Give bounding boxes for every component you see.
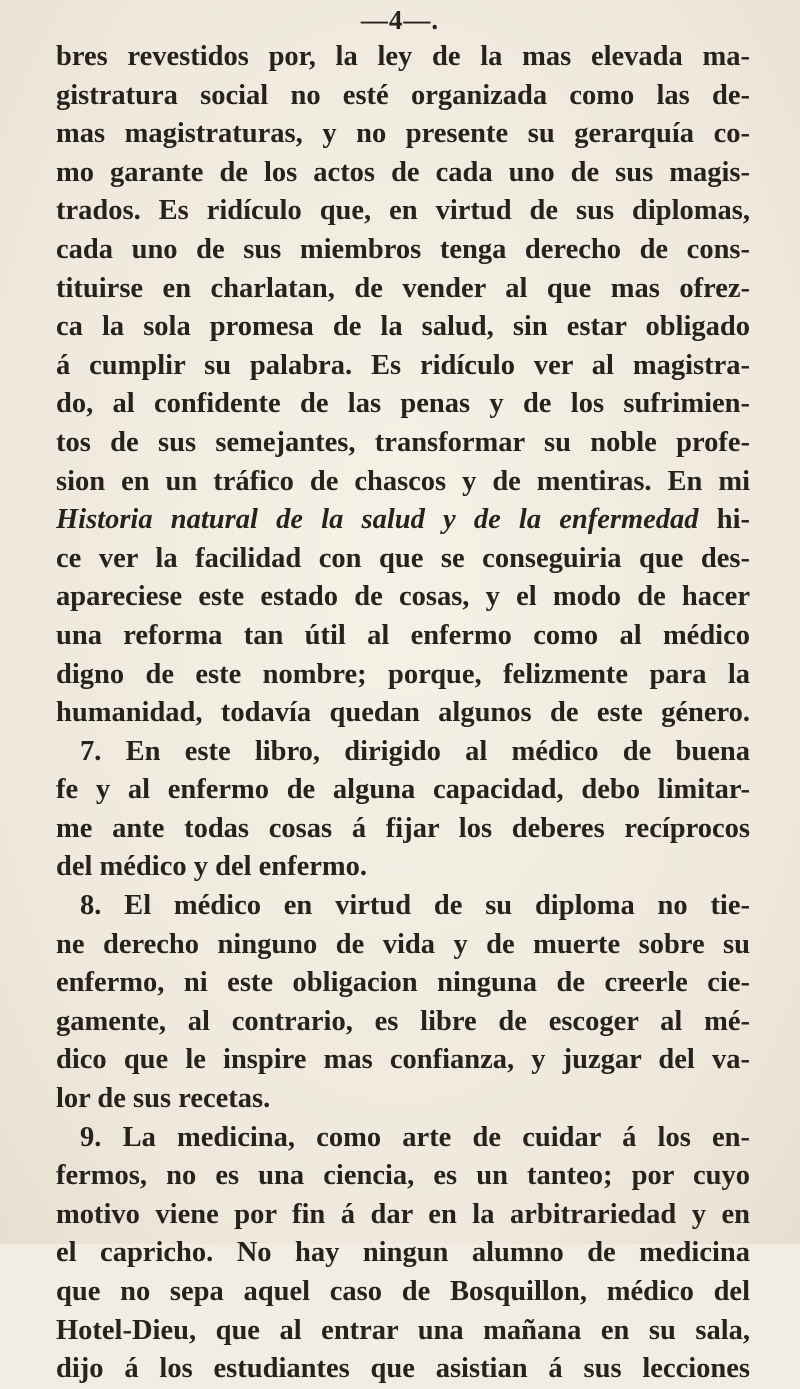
- text-line: una reforma tan útil al enfermo como al médico: [56, 619, 750, 651]
- text-line: gamente, al contrario, es libre de escoger al mé-: [56, 1005, 750, 1037]
- paragraph-start-8: 8. El médico en virtud de su diploma no tie-: [80, 890, 750, 922]
- text-line: lor de sus recetas.: [56, 1083, 271, 1115]
- text-line-with-title: [56, 501, 750, 540]
- paragraph-start-9: 9. La medicina, como arte de cuidar á los en-: [80, 1121, 750, 1153]
- text-line: mo garante de los actos de cada uno de sus magis-: [56, 156, 750, 188]
- text-line: motivo viene por fin á dar en la arbitrariedad y en: [56, 1198, 750, 1230]
- text-line: ne derecho ninguno de vida y de muerte sobre su: [56, 928, 750, 960]
- text-line: dico que le inspire mas confianza, y juzgar del va-: [56, 1044, 750, 1076]
- text-line: fe y al enfermo de alguna capacidad, debo limitar-: [56, 774, 750, 806]
- text-line: bres revestidos por, la ley de la mas elevada ma-: [56, 41, 750, 72]
- text-line: enfermo, ni este obligacion ninguna de creerle cie-: [56, 967, 750, 999]
- text-line: Hotel-Dieu, que al entrar una mañana en su sala,: [56, 1314, 750, 1346]
- text-line: me ante todas cosas á fijar los deberes recíprocos: [56, 812, 750, 844]
- text-line: gistratura social no esté organizada como las de-: [56, 79, 750, 111]
- book-title-italic: Historia natural de la salud y de la enfermedad: [56, 504, 699, 536]
- text-line: ca la sola promesa de la salud, sin estar obligado: [56, 311, 750, 343]
- text-line: el capricho. No hay ningun alumno de medicina: [56, 1237, 750, 1269]
- text-line: cada uno de sus miembros tenga derecho de cons-: [56, 233, 750, 265]
- text-line: do, al confidente de las penas y de los sufrimien-: [56, 388, 750, 420]
- paragraph-start-7: 7. En este libro, dirigido al médico de buena: [80, 735, 750, 767]
- text-line: fermos, no es una ciencia, es un tanteo; por cuyo: [56, 1160, 750, 1192]
- body-text: [56, 38, 750, 1389]
- text-line: tituirse en charlatan, de vender al que mas ofrez-: [56, 272, 750, 304]
- text-line: digno de este nombre; porque, felizmente para la: [56, 658, 750, 690]
- text-line: humanidad, todavía quedan algunos de este género.: [56, 697, 750, 729]
- text-line: á cumplir su palabra. Es ridículo ver al magistra-: [56, 349, 750, 381]
- text-line: tos de sus semejantes, transformar su noble profe-: [56, 426, 750, 458]
- text-line: trados. Es ridículo que, en virtud de sus diplomas,: [56, 195, 750, 227]
- text-line: ce ver la facilidad con que se conseguiria que des-: [56, 542, 750, 574]
- text-line: mas magistraturas, y no presente su gerarquía co-: [56, 118, 750, 150]
- text-line: del médico y del enfermo.: [56, 851, 368, 883]
- text-line: que no sepa aquel caso de Bosquillon, médico del: [56, 1276, 750, 1307]
- text-line: apareciese este estado de cosas, y el modo de hacer: [56, 581, 750, 613]
- text-line: dijo á los estudiantes que asistian á sus lecciones: [56, 1353, 750, 1385]
- text-line: sion en un tráfico de chascos y de mentiras. En mi: [56, 465, 750, 497]
- text-fragment: hi-: [698, 504, 750, 536]
- page-number: —4—.: [360, 5, 440, 35]
